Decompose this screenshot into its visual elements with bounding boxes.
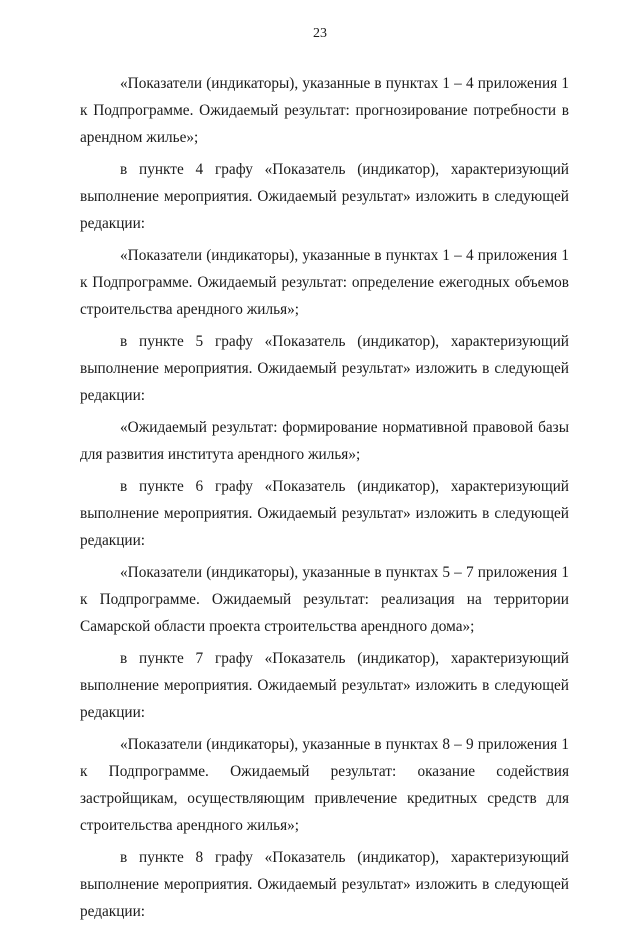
paragraph: «Показатели (индикаторы), указанные в пунктах 1 – 4 приложения 1 к Подпрограмме. Ожидаемый результат: определение ежегодных объемов строительства арендного жилья»;: [80, 247, 569, 318]
paragraph: «Ожидаемый результат: формирование нормативной правовой базы для развития института арендного жилья»;: [80, 419, 569, 463]
page-number: 23: [313, 26, 327, 41]
document-body: [80, 70, 569, 930]
paragraph: в пункте 4 графу «Показатель (индикатор), характеризующий выполнение мероприятия. Ожидаемый результат» изложить в следующей редакции:: [80, 161, 569, 232]
paragraph: в пункте 8 графу «Показатель (индикатор), характеризующий выполнение мероприятия. Ожидаемый результат» изложить в следующей редакции:: [80, 849, 569, 920]
paragraph: в пункте 5 графу «Показатель (индикатор), характеризующий выполнение мероприятия. Ожидаемый результат» изложить в следующей редакции:: [80, 333, 569, 404]
paragraph: «Показатели (индикаторы), указанные в пунктах 5 – 7 приложения 1 к Подпрограмме. Ожидаемый результат: реализация на территории Самарской области проекта строительства арендного дома»;: [80, 564, 569, 635]
paragraph: «Показатели (индикаторы), указанные в пунктах 8 – 9 приложения 1 к Подпрограмме. Ожидаемый результат: оказание содействия застройщикам, осуществляющим привлечение кредитных средств для строительства арендного жилья»;: [80, 736, 569, 834]
paragraph: в пункте 7 графу «Показатель (индикатор), характеризующий выполнение мероприятия. Ожидаемый результат» изложить в следующей редакции:: [80, 650, 569, 721]
paragraph: в пункте 6 графу «Показатель (индикатор), характеризующий выполнение мероприятия. Ожидаемый результат» изложить в следующей редакции:: [80, 478, 569, 549]
paragraph: «Показатели (индикаторы), указанные в пунктах 1 – 4 приложения 1 к Подпрограмме. Ожидаемый результат: прогнозирование потребности в арендном жилье»;: [80, 75, 569, 146]
